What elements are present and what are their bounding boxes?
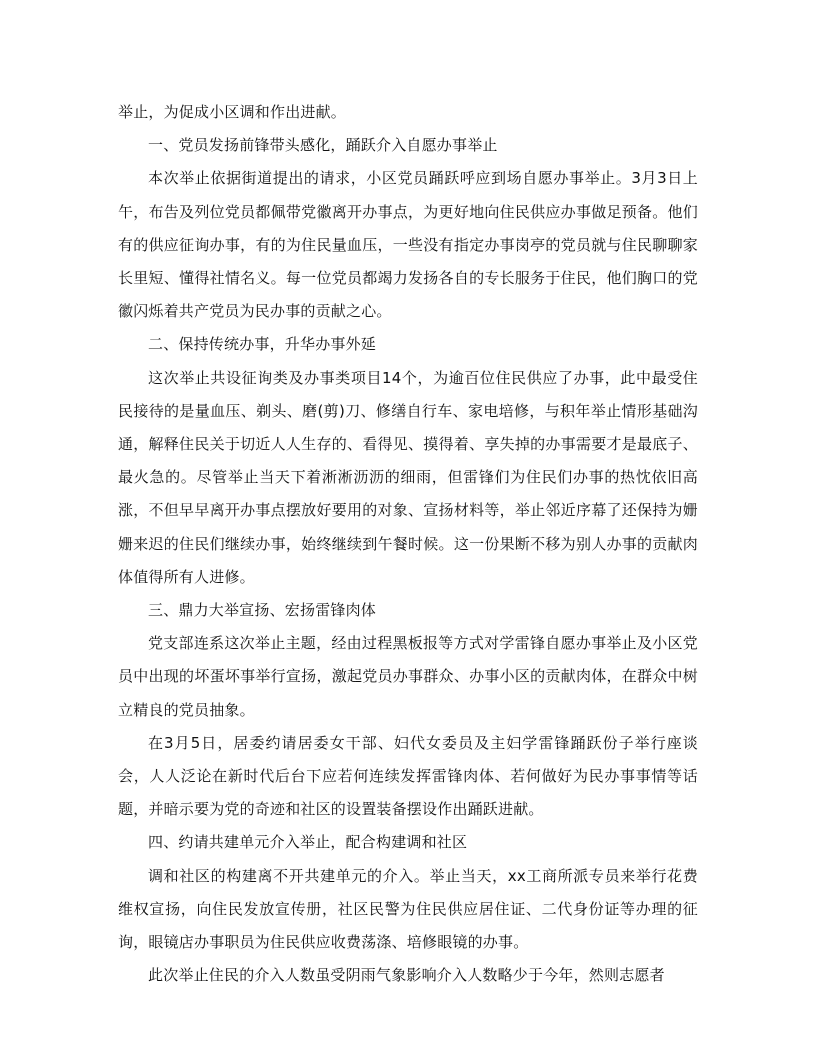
paragraph: 党支部连系这次举止主题，经由过程黑板报等方式对学雷锋自愿办事举止及小区党员中出现的坏蛋坏事举行宣扬，激起党员办事群众、办事小区的贡献肉体，在群众中树立精良的党员抽象。: [118, 634, 698, 719]
section-heading-3: 三、鼎力大举宣扬、宏扬雷锋肉体: [148, 601, 377, 620]
section-heading-4: 四、约请共建单元介入举止，配合构建调和社区: [148, 833, 468, 852]
paragraph-partial: 此次举止住民的介入人数虽受阴雨气象影响介入人数略少于今年，然则志愿者: [148, 966, 665, 985]
paragraph: 这次举止共设征询类及办事类项目14个，为逾百位住民供应了办事，此中最受住民接待的是量血压、剃头、磨(剪)刀、修缮自行车、家电培修，与积年举止情形基础沟通，解释住民关于切近人人生存的、看得见、摸得着、享失掉的办事需要才是最底子、最火急的。尽管举止当天下着淅淅沥沥的细雨，但雷锋们为住民们办事的热忱依旧高涨，不但早早离开办事点摆放好要用的对象、宣扬材料等，举止邻近序幕了还保持为姗姗来迟的住民们继续办事，始终继续到午餐时候。这一份果断不移为别人办事的贡献肉体值得所有人进修。: [118, 368, 698, 586]
section-heading-2: 二、保持传统办事，升华办事外延: [148, 335, 377, 354]
document-body: [118, 96, 698, 992]
paragraph-continuation: 举止，为促成小区调和作出进献。: [118, 103, 347, 121]
paragraph: 本次举止依据街道提出的请求，小区党员踊跃呼应到场自愿办事举止。3月3日上午，布告及列位党员都佩带党徽离开办事点，为更好地向住民供应办事做足预备。他们有的供应征询办事，有的为住民量血压，一些没有指定办事岗亭的党员就与住民聊聊家长里短、懂得社情名义。每一位党员都竭力发扬各自的专长服务于住民，他们胸口的党徽闪烁着共产党员为民办事的贡献之心。: [118, 169, 698, 321]
paragraph: 调和社区的构建离不开共建单元的介入。举止当天，xx工商所派专员来举行花费维权宣扬，向住民发放宣传册，社区民警为住民供应居住证、二代身份证等办理的征询，眼镜店办事职员为住民供应收费荡涤、培修眼镜的办事。: [118, 866, 698, 952]
paragraph: 在3月5日，居委约请居委女干部、妇代女委员及主妇学雷锋踊跃份子举行座谈会，人人泛论在新时代后台下应若何连续发挥雷锋肉体、若何做好为民办事事情等话题，并暗示要为党的奇迹和社区的设置装备摆设作出踊跃进献。: [118, 733, 698, 819]
section-heading-1: 一、党员发扬前锋带头感化，踊跃介入自愿办事举止: [148, 136, 498, 155]
